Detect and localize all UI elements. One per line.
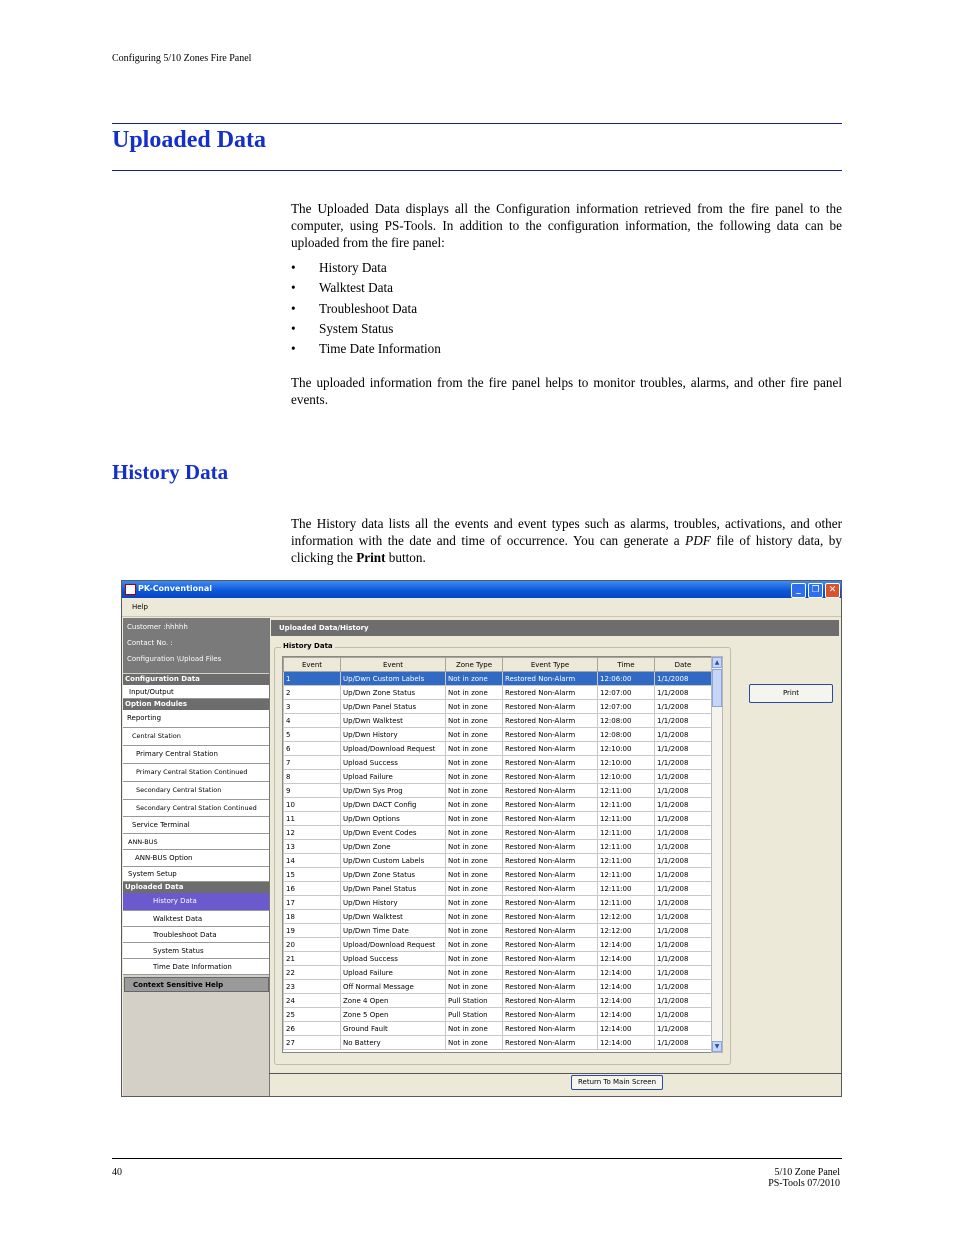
list-item: • Troubleshoot Data xyxy=(291,300,418,316)
table-row[interactable] xyxy=(284,826,712,840)
table-cell: 12:10:00 xyxy=(598,742,655,756)
nav-item-system-status[interactable]: System Status xyxy=(123,943,269,959)
table-cell: 20 xyxy=(284,938,341,952)
table-cell: 12:07:00 xyxy=(598,686,655,700)
table-row[interactable] xyxy=(284,784,712,798)
table-cell: 18 xyxy=(284,910,341,924)
table-cell: Zone 5 Open xyxy=(341,1008,446,1022)
minimize-icon[interactable]: _ xyxy=(791,583,806,598)
nav-item-time-date-information[interactable]: Time Date Information xyxy=(123,959,269,975)
title-rule-bottom xyxy=(112,170,842,171)
table-cell: Up/Dwn Panel Status xyxy=(341,700,446,714)
table-cell: 1/1/2008 xyxy=(655,672,712,686)
column-header[interactable]: Time xyxy=(598,658,655,672)
column-header[interactable]: Date xyxy=(655,658,712,672)
table-cell: 12:11:00 xyxy=(598,896,655,910)
nav-item-reporting[interactable]: Reporting xyxy=(123,710,269,728)
table-cell: 1/1/2008 xyxy=(655,714,712,728)
table-cell: 1/1/2008 xyxy=(655,1008,712,1022)
table-cell: 3 xyxy=(284,700,341,714)
table-cell: 2 xyxy=(284,686,341,700)
table-row[interactable] xyxy=(284,994,712,1008)
table-cell: 1 xyxy=(284,672,341,686)
table-cell: 12:11:00 xyxy=(598,854,655,868)
table-row[interactable] xyxy=(284,812,712,826)
table-row[interactable] xyxy=(284,672,712,686)
table-cell: Pull Station xyxy=(446,1008,503,1022)
table-cell: 23 xyxy=(284,980,341,994)
list-item: • System Status xyxy=(291,320,394,336)
table-row[interactable] xyxy=(284,756,712,770)
table-cell: 12:11:00 xyxy=(598,826,655,840)
table-cell: Not in zone xyxy=(446,938,503,952)
table-cell: 13 xyxy=(284,840,341,854)
table-row[interactable] xyxy=(284,728,712,742)
content-header: Uploaded Data/History xyxy=(271,620,839,636)
nav-item-secondary-central-station[interactable]: Secondary Central Station xyxy=(123,782,269,800)
table-cell: 1/1/2008 xyxy=(655,728,712,742)
table-cell: Up/Dwn Zone Status xyxy=(341,686,446,700)
menu-help[interactable]: Help xyxy=(132,603,148,611)
table-cell: 1/1/2008 xyxy=(655,896,712,910)
table-cell: 1/1/2008 xyxy=(655,798,712,812)
history-paragraph: The History data lists all the events and event types such as alarms, troubles, activations, and other information with the date and time of occurrence. You can generate a PDF file of history data, by clicking the Print button. xyxy=(291,516,842,565)
column-header[interactable]: Event Type xyxy=(503,658,598,672)
table-cell: Restored Non-Alarm xyxy=(503,1022,598,1036)
table-cell: 1/1/2008 xyxy=(655,980,712,994)
table-row[interactable] xyxy=(284,770,712,784)
history-data-group-label: History Data xyxy=(283,642,333,650)
intro-paragraph: The Uploaded Data displays all the Configuration information retrieved from the fire panel to the computer, using PS-Tools. In addition to the configuration information, the following data can be uploaded from the fire panel: xyxy=(291,201,842,250)
table-cell: Zone 4 Open xyxy=(341,994,446,1008)
table-cell: Up/Dwn History xyxy=(341,896,446,910)
table-cell: 1/1/2008 xyxy=(655,840,712,854)
table-cell: 12:10:00 xyxy=(598,756,655,770)
table-cell: 12:14:00 xyxy=(598,952,655,966)
table-row[interactable] xyxy=(284,966,712,980)
table-cell: 12:14:00 xyxy=(598,966,655,980)
table-cell: Restored Non-Alarm xyxy=(503,672,598,686)
table-cell: Restored Non-Alarm xyxy=(503,784,598,798)
table-cell: 26 xyxy=(284,1022,341,1036)
grid-body xyxy=(284,672,712,1050)
table-cell: 12:14:00 xyxy=(598,1022,655,1036)
customer-label: Customer :hhhhh xyxy=(127,623,188,631)
table-cell: Up/Dwn Walktest xyxy=(341,714,446,728)
context-sensitive-help[interactable]: Context Sensitive Help xyxy=(124,977,269,992)
table-cell: Not in zone xyxy=(446,966,503,980)
table-cell: 15 xyxy=(284,868,341,882)
table-cell: Restored Non-Alarm xyxy=(503,812,598,826)
table-cell: 12:10:00 xyxy=(598,770,655,784)
table-cell: Restored Non-Alarm xyxy=(503,826,598,840)
table-cell: 12:11:00 xyxy=(598,882,655,896)
table-cell: Not in zone xyxy=(446,798,503,812)
table-cell: 12:06:00 xyxy=(598,672,655,686)
table-cell: Not in zone xyxy=(446,1022,503,1036)
table-cell: Not in zone xyxy=(446,882,503,896)
table-cell: Not in zone xyxy=(446,672,503,686)
table-cell: 12:14:00 xyxy=(598,1008,655,1022)
table-cell: 12:11:00 xyxy=(598,798,655,812)
table-cell: 1/1/2008 xyxy=(655,770,712,784)
outro-paragraph: The uploaded information from the fire panel helps to monitor troubles, alarms, and other fire panel events. xyxy=(291,375,842,407)
table-row[interactable] xyxy=(284,882,712,896)
scroll-down-icon[interactable]: ▼ xyxy=(712,1041,722,1052)
table-row[interactable] xyxy=(284,686,712,700)
table-cell: Upload Success xyxy=(341,756,446,770)
table-cell: Restored Non-Alarm xyxy=(503,952,598,966)
grid-scrollbar[interactable] xyxy=(711,656,723,1053)
table-cell: 1/1/2008 xyxy=(655,742,712,756)
nav-item-service-terminal[interactable]: Service Terminal xyxy=(123,817,269,834)
footer-rule xyxy=(112,1158,842,1159)
nav-item-troubleshoot-data[interactable]: Troubleshoot Data xyxy=(123,927,269,943)
table-cell: Up/Dwn Event Codes xyxy=(341,826,446,840)
table-cell: Restored Non-Alarm xyxy=(503,882,598,896)
table-cell: Restored Non-Alarm xyxy=(503,910,598,924)
table-cell: No Battery xyxy=(341,1036,446,1050)
app-icon xyxy=(125,584,136,595)
table-cell: 12:11:00 xyxy=(598,812,655,826)
maximize-icon[interactable]: ❐ xyxy=(808,583,823,598)
table-cell: Restored Non-Alarm xyxy=(503,840,598,854)
nav-item-primary-central-station[interactable]: Primary Central Station xyxy=(123,746,269,764)
running-header: Configuring 5/10 Zones Fire Panel xyxy=(112,53,252,64)
table-cell: 12 xyxy=(284,826,341,840)
table-cell: Not in zone xyxy=(446,952,503,966)
column-header[interactable]: Event xyxy=(341,658,446,672)
table-cell: Up/Dwn DACT Config xyxy=(341,798,446,812)
table-cell: 17 xyxy=(284,896,341,910)
scroll-thumb[interactable] xyxy=(712,669,722,707)
table-cell: Up/Dwn Walktest xyxy=(341,910,446,924)
table-cell: Restored Non-Alarm xyxy=(503,854,598,868)
column-header[interactable]: Zone Type xyxy=(446,658,503,672)
table-cell: 12:11:00 xyxy=(598,868,655,882)
footer-product: 5/10 Zone Panel xyxy=(774,1167,840,1178)
table-cell: 10 xyxy=(284,798,341,812)
table-row[interactable] xyxy=(284,952,712,966)
grid-header-row xyxy=(284,658,712,672)
table-cell: Restored Non-Alarm xyxy=(503,728,598,742)
table-cell: 12:08:00 xyxy=(598,728,655,742)
table-cell: 22 xyxy=(284,966,341,980)
table-cell: Restored Non-Alarm xyxy=(503,1036,598,1050)
table-cell: Up/Dwn Sys Prog xyxy=(341,784,446,798)
table-row[interactable] xyxy=(284,1036,712,1050)
nav-header-option-modules: Option Modules xyxy=(123,699,269,710)
table-cell: Upload Success xyxy=(341,952,446,966)
print-button[interactable]: Print xyxy=(749,684,833,703)
title-bar xyxy=(122,581,841,598)
nav-item-ann-bus-option[interactable]: ANN-BUS Option xyxy=(123,850,269,867)
table-cell: Not in zone xyxy=(446,896,503,910)
table-cell: 1/1/2008 xyxy=(655,994,712,1008)
list-item: • Walktest Data xyxy=(291,280,394,296)
table-cell: 1/1/2008 xyxy=(655,784,712,798)
table-cell: 1/1/2008 xyxy=(655,938,712,952)
nav-item-ann-bus[interactable]: ANN-BUS xyxy=(123,834,269,850)
table-cell: Restored Non-Alarm xyxy=(503,700,598,714)
table-row[interactable] xyxy=(284,714,712,728)
table-cell: Upload/Download Request xyxy=(341,742,446,756)
nav-item-central-station[interactable]: Central Station xyxy=(123,728,269,746)
table-cell: 7 xyxy=(284,756,341,770)
list-item: • History Data xyxy=(291,260,387,275)
table-cell: 1/1/2008 xyxy=(655,966,712,980)
table-cell: Not in zone xyxy=(446,1036,503,1050)
navigation-panel xyxy=(123,618,270,1096)
table-cell: Restored Non-Alarm xyxy=(503,924,598,938)
list-item: • Time Date Information xyxy=(291,341,441,357)
nav-item-history-data[interactable]: History Data xyxy=(123,893,269,911)
table-cell: 1/1/2008 xyxy=(655,1036,712,1050)
table-cell: Restored Non-Alarm xyxy=(503,756,598,770)
table-cell: Not in zone xyxy=(446,812,503,826)
customer-info xyxy=(123,618,269,673)
table-cell: Not in zone xyxy=(446,826,503,840)
table-cell: Restored Non-Alarm xyxy=(503,896,598,910)
table-cell: 1/1/2008 xyxy=(655,910,712,924)
table-row[interactable] xyxy=(284,868,712,882)
table-cell: 19 xyxy=(284,924,341,938)
table-cell: Up/Dwn Zone Status xyxy=(341,868,446,882)
table-cell: 16 xyxy=(284,882,341,896)
table-row[interactable] xyxy=(284,700,712,714)
table-cell: 12:08:00 xyxy=(598,714,655,728)
table-cell: 1/1/2008 xyxy=(655,924,712,938)
nav-header-uploaded-data: Uploaded Data xyxy=(123,882,269,893)
scroll-up-icon[interactable]: ▲ xyxy=(712,657,722,668)
table-cell: Not in zone xyxy=(446,910,503,924)
table-row[interactable] xyxy=(284,1022,712,1036)
section-title-history-data: History Data xyxy=(112,460,229,484)
table-cell: 1/1/2008 xyxy=(655,854,712,868)
table-cell: Restored Non-Alarm xyxy=(503,798,598,812)
nav-item-walktest-data[interactable]: Walktest Data xyxy=(123,911,269,927)
bottom-divider xyxy=(269,1073,841,1074)
table-cell: 27 xyxy=(284,1036,341,1050)
table-row[interactable] xyxy=(284,1008,712,1022)
table-cell: Up/Dwn History xyxy=(341,728,446,742)
table-cell: Not in zone xyxy=(446,742,503,756)
table-row[interactable] xyxy=(284,896,712,910)
nav-item-primary-central-station-continued[interactable]: Primary Central Station Continued xyxy=(123,764,269,782)
table-row[interactable] xyxy=(284,840,712,854)
table-cell: 21 xyxy=(284,952,341,966)
table-cell: 25 xyxy=(284,1008,341,1022)
table-cell: Restored Non-Alarm xyxy=(503,742,598,756)
table-cell: 1/1/2008 xyxy=(655,756,712,770)
table-cell: Up/Dwn Custom Labels xyxy=(341,854,446,868)
table-row[interactable] xyxy=(284,854,712,868)
table-cell: 1/1/2008 xyxy=(655,700,712,714)
table-row[interactable] xyxy=(284,938,712,952)
table-cell: Restored Non-Alarm xyxy=(503,714,598,728)
table-cell: 1/1/2008 xyxy=(655,868,712,882)
table-row[interactable] xyxy=(284,924,712,938)
table-cell: Restored Non-Alarm xyxy=(503,994,598,1008)
table-cell: Restored Non-Alarm xyxy=(503,686,598,700)
table-cell: Not in zone xyxy=(446,756,503,770)
table-cell: 1/1/2008 xyxy=(655,826,712,840)
table-cell: Not in zone xyxy=(446,854,503,868)
return-to-main-button[interactable]: Return To Main Screen xyxy=(571,1075,663,1090)
table-cell: Up/Dwn Time Date xyxy=(341,924,446,938)
table-cell: Not in zone xyxy=(446,686,503,700)
table-cell: 14 xyxy=(284,854,341,868)
table-cell: Not in zone xyxy=(446,980,503,994)
table-cell: 4 xyxy=(284,714,341,728)
table-cell: 12:12:00 xyxy=(598,924,655,938)
table-cell: Not in zone xyxy=(446,868,503,882)
table-cell: Not in zone xyxy=(446,714,503,728)
table-cell: 1/1/2008 xyxy=(655,812,712,826)
table-cell: Not in zone xyxy=(446,924,503,938)
page-number: 40 xyxy=(112,1167,122,1178)
table-cell: Not in zone xyxy=(446,728,503,742)
table-cell: 6 xyxy=(284,742,341,756)
footer-version: PS-Tools 07/2010 xyxy=(768,1178,840,1189)
nav-header-configuration: Configuration Data xyxy=(123,674,269,685)
table-cell: Not in zone xyxy=(446,770,503,784)
nav-item-system-setup[interactable]: System Setup xyxy=(123,867,269,882)
table-cell: 12:12:00 xyxy=(598,910,655,924)
config-files-link[interactable]: Configuration \Upload Files xyxy=(127,655,222,663)
table-cell: Up/Dwn Custom Labels xyxy=(341,672,446,686)
table-cell: 1/1/2008 xyxy=(655,686,712,700)
table-cell: 9 xyxy=(284,784,341,798)
table-cell: 1/1/2008 xyxy=(655,952,712,966)
title-rule-top xyxy=(112,123,842,124)
table-row[interactable] xyxy=(284,980,712,994)
table-cell: Up/Dwn Options xyxy=(341,812,446,826)
table-cell: 24 xyxy=(284,994,341,1008)
table-cell: 12:07:00 xyxy=(598,700,655,714)
history-grid[interactable] xyxy=(282,656,712,1053)
menu-bar xyxy=(122,599,841,617)
table-cell: 1/1/2008 xyxy=(655,1022,712,1036)
nav-item-secondary-central-station-continued[interactable]: Secondary Central Station Continued xyxy=(123,800,269,817)
table-cell: Restored Non-Alarm xyxy=(503,770,598,784)
table-row[interactable] xyxy=(284,798,712,812)
table-cell: Restored Non-Alarm xyxy=(503,980,598,994)
table-cell: 12:14:00 xyxy=(598,1036,655,1050)
column-header[interactable]: Event xyxy=(284,658,341,672)
table-cell: Restored Non-Alarm xyxy=(503,868,598,882)
table-row[interactable] xyxy=(284,910,712,924)
table-cell: 12:11:00 xyxy=(598,840,655,854)
table-cell: 11 xyxy=(284,812,341,826)
table-cell: Not in zone xyxy=(446,784,503,798)
contact-label: Contact No. : xyxy=(127,639,173,647)
table-cell: Not in zone xyxy=(446,700,503,714)
nav-item-input-output[interactable]: Input/Output xyxy=(123,685,269,699)
window-title: PK-Conventional xyxy=(138,584,212,593)
table-cell: Upload/Download Request xyxy=(341,938,446,952)
table-cell: Restored Non-Alarm xyxy=(503,1008,598,1022)
table-cell: 12:14:00 xyxy=(598,994,655,1008)
table-cell: 5 xyxy=(284,728,341,742)
table-cell: 12:11:00 xyxy=(598,784,655,798)
table-cell: Ground Fault xyxy=(341,1022,446,1036)
table-cell: 1/1/2008 xyxy=(655,882,712,896)
table-cell: Up/Dwn Panel Status xyxy=(341,882,446,896)
section-title-uploaded-data: Uploaded Data xyxy=(112,127,267,153)
table-cell: Upload Failure xyxy=(341,770,446,784)
upload-data-list xyxy=(291,259,441,360)
table-cell: Restored Non-Alarm xyxy=(503,938,598,952)
table-cell: Pull Station xyxy=(446,994,503,1008)
footer-info xyxy=(600,1167,840,1189)
app-window xyxy=(121,580,842,1097)
table-cell: Restored Non-Alarm xyxy=(503,966,598,980)
table-cell: 8 xyxy=(284,770,341,784)
table-cell: Off Normal Message xyxy=(341,980,446,994)
close-icon[interactable]: ✕ xyxy=(825,583,840,598)
table-cell: Up/Dwn Zone xyxy=(341,840,446,854)
table-row[interactable] xyxy=(284,742,712,756)
table-cell: Not in zone xyxy=(446,840,503,854)
table-cell: Upload Failure xyxy=(341,966,446,980)
table-cell: 12:14:00 xyxy=(598,980,655,994)
table-cell: 12:14:00 xyxy=(598,938,655,952)
